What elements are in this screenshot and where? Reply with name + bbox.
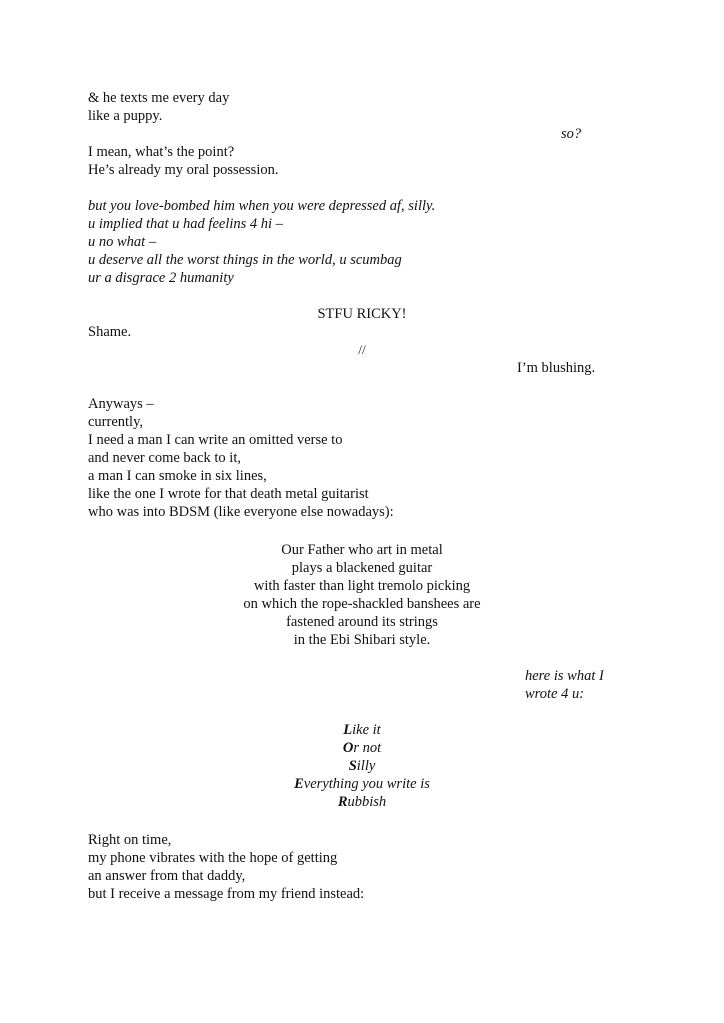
- stanza3-line: a man I can smoke in six lines,: [88, 468, 267, 484]
- stanza4-line: an answer from that daddy,: [88, 868, 246, 884]
- stanza2-line: He’s already my oral possession.: [88, 162, 279, 178]
- aside-here-line: here is what I: [525, 668, 604, 684]
- stanza3-line: who was into BDSM (like everyone else nowadays):: [88, 504, 394, 520]
- acrostic-rest: verything you write is: [303, 776, 430, 792]
- verse-line: plays a blackened guitar: [291, 560, 433, 576]
- stanza2-line: I mean, what’s the point?: [88, 144, 235, 160]
- blushing-line: I’m blushing.: [517, 360, 596, 376]
- ricky-line: ur a disgrace 2 humanity: [88, 270, 234, 286]
- ricky-line: u deserve all the worst things in the world, u scumbag: [88, 252, 402, 268]
- aside-so: so?: [561, 126, 582, 142]
- acrostic-rest: illy: [356, 758, 376, 774]
- acrostic-initial: L: [343, 722, 353, 738]
- stanza4-line: my phone vibrates with the hope of getting: [88, 850, 338, 866]
- acrostic-line: [0, 793, 724, 811]
- acrostic-initial: R: [337, 794, 348, 810]
- acrostic-line: [0, 757, 724, 775]
- stanza4-line: Right on time,: [88, 832, 172, 848]
- stfu-line: STFU RICKY!: [317, 306, 407, 322]
- stanza3-line: currently,: [88, 414, 144, 430]
- section-separator: //: [358, 342, 366, 357]
- stanza1-line: & he texts me every day: [88, 90, 230, 106]
- stanza1-line: like a puppy.: [88, 108, 163, 124]
- acrostic-initial: S: [348, 758, 357, 774]
- acrostic-rest: ubbish: [347, 794, 387, 810]
- stanza3-line: and never come back to it,: [88, 450, 241, 466]
- acrostic-line: [0, 721, 724, 739]
- acrostic-initial: E: [294, 776, 304, 792]
- acrostic-rest: ike it: [352, 722, 381, 738]
- acrostic-rest: r not: [353, 740, 382, 756]
- verse-line: on which the rope-shackled banshees are: [243, 596, 481, 612]
- acrostic-line: [0, 775, 724, 793]
- verse-line: Our Father who art in metal: [281, 542, 443, 558]
- verse-line: fastened around its strings: [286, 614, 438, 630]
- stanza3-line: like the one I wrote for that death metal guitarist: [88, 486, 369, 502]
- verse-line: in the Ebi Shibari style.: [293, 632, 431, 648]
- ricky-line: u no what –: [88, 234, 157, 250]
- ricky-line: but you love-bombed him when you were depressed af, silly.: [88, 198, 436, 214]
- shame-line: Shame.: [88, 324, 132, 340]
- ricky-line: u implied that u had feelins 4 hi –: [88, 216, 283, 232]
- stanza3-line: Anyways –: [88, 396, 154, 412]
- stanza4-line: but I receive a message from my friend instead:: [88, 886, 365, 902]
- verse-line: with faster than light tremolo picking: [253, 578, 471, 594]
- acrostic-line: [0, 739, 724, 757]
- aside-here-line: wrote 4 u:: [525, 686, 585, 702]
- stanza3-line: I need a man I can write an omitted verse to: [88, 432, 343, 448]
- acrostic-initial: O: [342, 740, 354, 756]
